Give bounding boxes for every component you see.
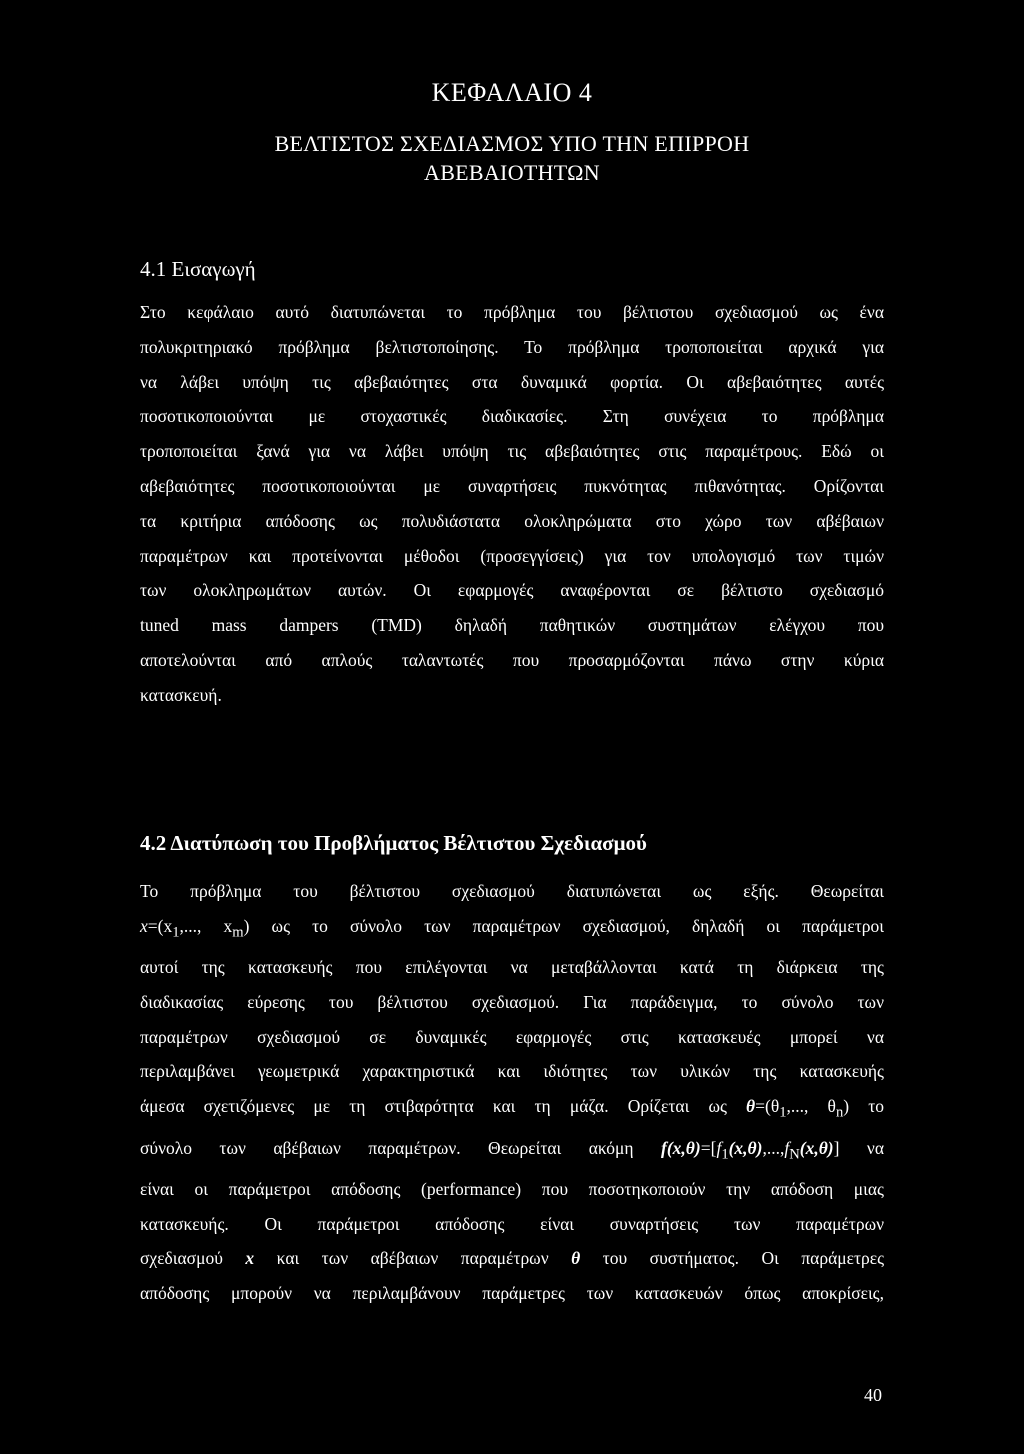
paragraph-line: τα κριτήρια απόδοσης ως πολυδιάστατα ολοκληρώματα στο χώρο των αβέβαιων bbox=[140, 510, 884, 531]
paragraph-line: σχεδιασμού x και των αβέβαιων παραμέτρων θ του συστήματος. Οι παράμετρες bbox=[140, 1248, 885, 1269]
paragraph-line: Το πρόβλημα του βέλτιστου σχεδιασμού διατυπώνεται ως εξής. Θεωρείται bbox=[140, 881, 884, 901]
paragraph-line-uncertain-vector: άμεσα σχετιζόμενες με τη στιβαρότητα και τη μάζα. Ορίζεται ως $\theta=(\theta_1$,..., $\theta_n$) το bbox=[140, 1096, 884, 1121]
x-symbol: x bbox=[245, 1248, 255, 1269]
theta-symbol: θ bbox=[746, 1096, 756, 1117]
paragraph-line: να λάβει υπόψη τις αβεβαιότητες στα δυναμικά φορτία. Οι αβεβαιότητες αυτές bbox=[140, 371, 884, 392]
chapter-subtitle-line-2: ΑΒΕΒΑΙΟΤΗΤΩΝ bbox=[424, 160, 600, 185]
paragraph-line: διαδικασίας εύρεσης του βέλτιστου σχεδιασμού. Για παράδειγμα, το σύνολο των bbox=[140, 991, 884, 1012]
paragraph-line-design-vector: $x=(x_1$,..., $x_m$) ως το σύνολο των παραμέτρων σχεδιασμού, δηλαδή οι παράμετροι bbox=[140, 915, 884, 941]
paragraph-line: απόδοσης μπορούν να περιλαμβάνουν παράμετρες των κατασκευών όπως αποκρίσεις, bbox=[140, 1283, 884, 1304]
f-expression: f(x,θ) bbox=[661, 1137, 701, 1158]
chapter-title: ΚΕΦΑΛΑΙΟ 4 bbox=[431, 78, 593, 107]
paragraph-line: ποσοτικοποιούνται με στοχαστικές διαδικασίες. Στη συνέχεια το πρόβλημα bbox=[140, 406, 884, 427]
paragraph-line: αποτελούνται από απλούς ταλαντωτές που προσαρμόζονται πάνω στην κύρια bbox=[140, 649, 884, 670]
x-symbol: x bbox=[140, 915, 148, 936]
chapter-subtitle-line-1: ΒΕΛΤΙΣΤΟΣ ΣΧΕΔΙΑΣΜΟΣ ΥΠΟ ΤΗΝ ΕΠΙΡΡΟΗ bbox=[274, 131, 750, 156]
introduction-paragraph bbox=[140, 295, 884, 713]
paragraph-line: αυτοί της κατασκευής που επιλέγονται να μεταβάλλονται κατά τη διάρκεια της bbox=[140, 957, 884, 978]
paragraph-line: είναι οι παράμετροι απόδοσης (performance) που ποσοτηκοποιούν την απόδοση μιας bbox=[140, 1178, 884, 1199]
theta-symbol: θ bbox=[571, 1248, 581, 1269]
paragraph-line: των ολοκληρωμάτων αυτών. Οι εφαρμογές αναφέρονται σε βέλτιστο σχεδιασμό bbox=[140, 580, 884, 601]
paragraph-line: αβεβαιότητες ποσοτικοποιούνται με συναρτήσεις πυκνότητας πιθανότητας. Ορίζονται bbox=[140, 475, 884, 496]
page-number: 40 bbox=[864, 1385, 882, 1405]
problem-formulation-paragraph bbox=[140, 874, 884, 1311]
paragraph-line: κατασκευή. bbox=[140, 684, 222, 705]
paragraph-line: παραμέτρων σχεδιασμού σε δυναμικές εφαρμογές στις κατασκευές μπορεί να bbox=[140, 1026, 884, 1047]
paragraph-line: τροποποιείται ξανά για να λάβει υπόψη τις αβεβαιότητες στις παραμέτρους. Εδώ οι bbox=[140, 441, 884, 462]
paragraph-line-performance-vector: σύνολο των αβέβαιων παραμέτρων. Θεωρείται ακόμη $f(x,\theta)=[f_1(x,\theta),...,f_N(x,\theta)]$ να bbox=[140, 1137, 884, 1163]
paragraph-line: Στο κεφάλαιο αυτό διατυπώνεται το πρόβλημα του βέλτιστου σχεδιασμού ως ένα bbox=[140, 302, 884, 322]
paragraph-line: tuned mass dampers (TMD) δηλαδή παθητικών συστημάτων ελέγχου που bbox=[140, 615, 884, 636]
section-heading-problem-formulation: 4.2 Διατύπωση του Προβλήματος Βέλτιστου Σχεδιασμού bbox=[140, 831, 647, 855]
paragraph-line: πολυκριτηριακό πρόβλημα βελτιστοποίησης. Το πρόβλημα τροποποιείται αρχικά για bbox=[140, 336, 884, 357]
paragraph-line: περιλαμβάνει γεωμετρικά χαρακτηριστικά και ιδιότητες των υλικών της κατασκευής bbox=[140, 1061, 884, 1082]
paragraph-line: κατασκευής. Οι παράμετροι απόδοσης είναι συναρτήσεις των παραμέτρων bbox=[140, 1213, 884, 1234]
section-heading-introduction: 4.1 Εισαγωγή bbox=[140, 257, 256, 281]
chapter-subtitle bbox=[0, 129, 1024, 187]
paragraph-line: παραμέτρων και προτείνονται μέθοδοι (προσεγγίσεις) για τον υπολογισμό των τιμών bbox=[140, 545, 884, 566]
